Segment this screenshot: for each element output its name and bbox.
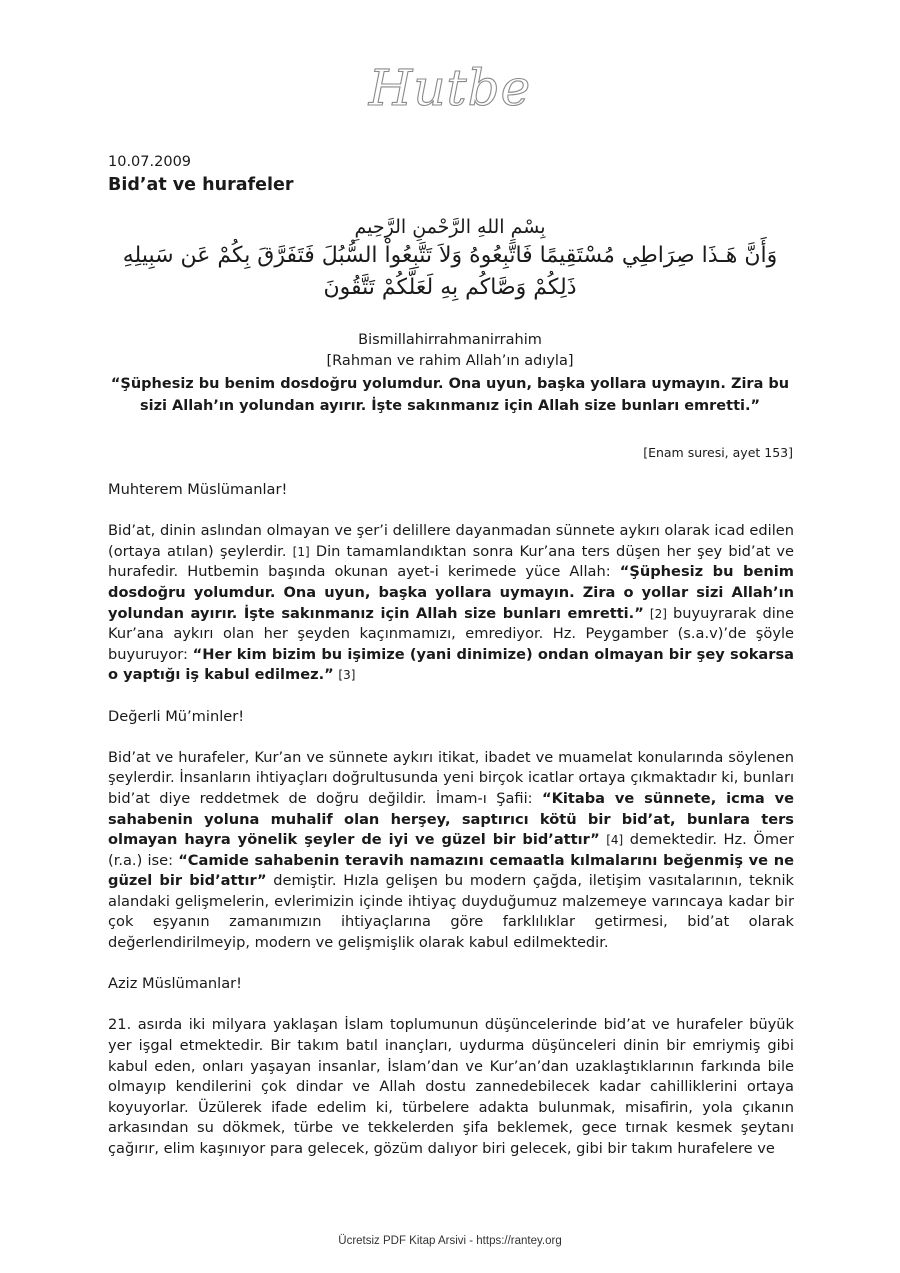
- sermon-body: [108, 480, 794, 1180]
- hutbe-logo: Hutbe: [368, 59, 532, 117]
- p1-text-3: buyuyrarak dine Kur’ana aykırı olan her şeyden kaçınmamızı, emrediyor. Hz. Peygamber (s.a.v)’de şöyle buyuruyor:: [108, 604, 795, 663]
- p1-text-1: Bid’at, dinin aslından olmayan ve şer’i delillere dayanmadan sünnete aykırı olarak icad edilen (ortaya atılan) şeylerdir.: [108, 522, 794, 560]
- salutation-1: Muhterem Müslümanlar!: [108, 481, 288, 498]
- footnote-ref-4[interactable]: [4]: [606, 833, 624, 848]
- sermon-title: Bid’at ve hurafeler: [108, 175, 294, 195]
- sermon-header: [108, 152, 798, 198]
- arabic-verse: وَأَنَّ هَـذَا صِرَاطِي مُسْتَقِيمًا فَاتَّبِعُوهُ وَلاَ تَتَّبِعُواْ السُّبُلَ فَتَفَرَّقَ بِكُمْ عَن سَبِيلِهِ ذَلِكُمْ وَصَّاكُم بِهِ لَعَلَّكُمْ تَتَّقُونَ: [122, 243, 778, 300]
- p1-text-2: Din tamamlandıktan sonra Kur’ana ters düşen her şey bid’at ve hurafedir. Hutbemin başında okunan ayet-i kerimede yüce Allah:: [108, 542, 795, 581]
- basmala-translation: [Rahman ve rahim Allah’ın adıyla]: [326, 353, 574, 369]
- p1-bold-quote-2: “Her kim bizim bu işimize (yani dinimize) ondan olmayan bir şey sokarsa o yaptığı iş kabul edilmez.”: [108, 645, 795, 684]
- basmala-transliteration: Bismillahirrahmanirrahim: [358, 332, 542, 348]
- p2-bold-quote-2: “Camide sahabenin teravih namazını cemaatla kılmalarını beğenmiş ve ne güzel bir bid’attır”: [108, 851, 794, 890]
- footnote-ref-1[interactable]: [1]: [292, 544, 310, 559]
- salutation-2: Değerli Mü’minler!: [108, 707, 245, 725]
- p1-bold-quote-1: “Şüphesiz bu benim dosdoğru yolumdur. Ona uyun, başka yollara uymayın. Zira o yollar sizi Allah’ın yolundan ayırır. İşte sakınmanız için Allah size bunları emretti.”: [108, 563, 795, 622]
- verse-source: [Enam suresi, ayet 153]: [643, 445, 793, 460]
- arabic-verse-block: [100, 214, 800, 304]
- verse-quote: “Şüphesiz bu benim dosdoğru yolumdur. Ona uyun, başka yollara uymayın. Zira bu sizi Allah’ın yolundan ayırır. İşte sakınmanız için Allah size bunları emretti.”: [110, 376, 790, 414]
- paragraph-1: [108, 521, 794, 686]
- p2-text-2: demektedir. Hz. Ömer (r.a.) ise:: [108, 831, 795, 869]
- verse-translation-block: [100, 330, 800, 417]
- salutation-3: Aziz Müslümanlar!: [108, 975, 243, 993]
- p2-text-3: demiştir. Hızla gelişen bu modern çağda, iletişim vasıtalarının, teknik alandaki gelişmelerin, evlerimizin içinde ihtiyaç duyduğumuz malzemeye varıncaya kadar bir çok eşyanın zamanımızın ihtiyaçlarına göre farklılıklar getirmesi, bid’at olarak değerlendirilmeyip, modern ve gelişmişlik olarak kabul edilmektedir.: [108, 872, 795, 952]
- footnote-ref-2[interactable]: [2]: [649, 606, 667, 621]
- p2-bold-quote-1: “Kitaba ve sünnete, icma ve sahabenin yoluna muhalif olan herşey, saptırıcı kötü bir bid’at, bunlara ters olmayan hayra yönelik şeyler de iyi ve güzel bir bid’attır”: [108, 789, 795, 849]
- paragraph-3: 21. asırda iki milyara yaklaşan İslam toplumunun düşüncelerinde bid’at ve hurafeler büyük yer işgal etmektedir. Bir takım batıl inançları, uydurma düşünceleri dinin bir emriymiş gibi kabul eden, onları yaşayan insanlar, İslam’dan ve Kur’an’dan uzaklaştıklarının farkında bile olmayıp kendilerini çok dindar ve Allah dostu zannedebilecek kadar cahilliklerini ortaya koyuyorlar. Üzülerek ifade edelim ki, türbelere adakta bulunmak, misafirin, yola çıkanın arkasından su dökmek, türbe ve tekkelerden şifa beklemek, gece tırnak kesmek şeytanı çağırır, elim kaşınıyor para gelecek, gözüm dalıyor biri gelecek, gibi bir takım hurafelere ve: [108, 1016, 794, 1157]
- footnote-ref-3[interactable]: [3]: [338, 668, 356, 683]
- sermon-date: 10.07.2009: [108, 154, 192, 170]
- p2-text-1: Bid’at ve hurafeler, Kur’an ve sünnete aykırı itikat, ibadet ve muamelat konularında söylenen şeylerdir. İnsanların ihtiyaçları doğrultusunda yeni birçok icatlar ortaya çıkmaktadır ki, bunları bid’at diye reddetmek de doğru değildir. İmam-ı Şafii:: [108, 748, 794, 807]
- arabic-basmala: بِسْمِ اللهِ الرَّحْمنِ الرَّحِيمِ: [354, 216, 546, 238]
- page-footer: Ücretsiz PDF Kitap Arsivi - https://rantey.org: [338, 1235, 562, 1247]
- paragraph-2: [108, 748, 794, 954]
